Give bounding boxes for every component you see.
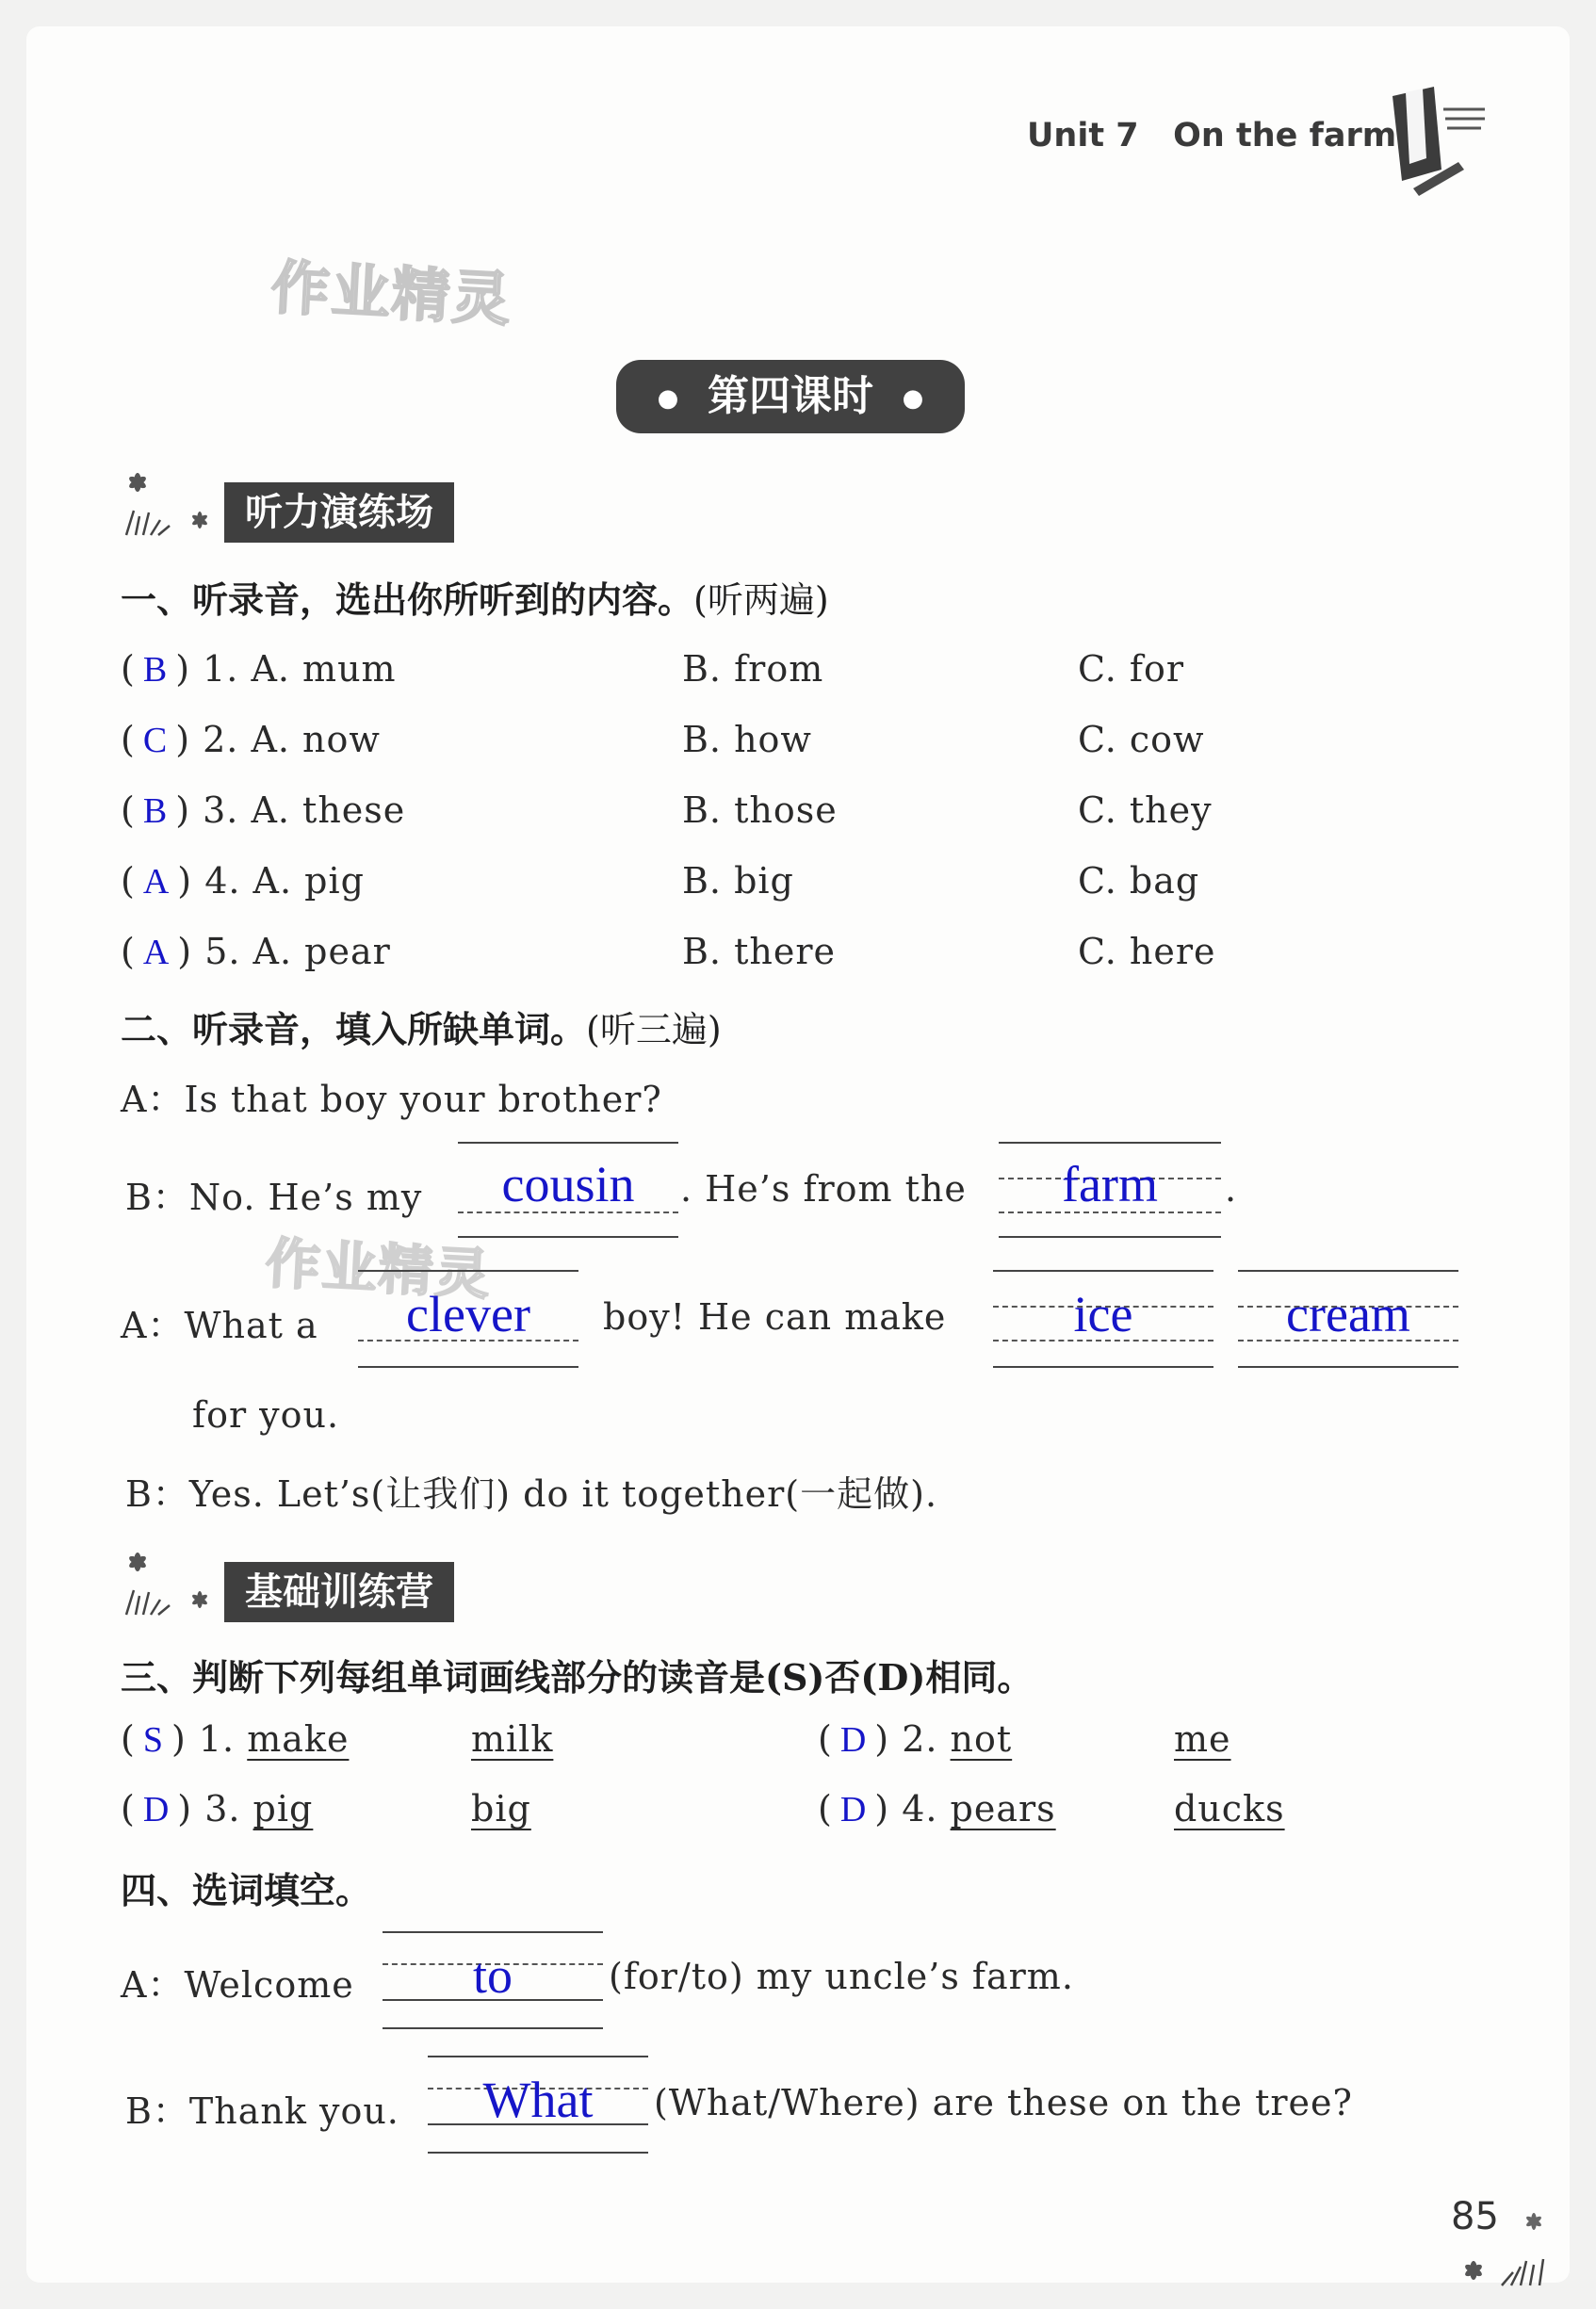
q3-word1: pears [950,1788,1056,1829]
q3-word2: me [1174,1718,1231,1760]
q3-title: 三、判断下列每组单词画线部分的读音是(S)否(D)相同。 [121,1656,1034,1699]
q1-option-a: A. pear [252,931,391,972]
q1-option-b: B. those [682,789,838,831]
q1-option-c: C. for [1078,648,1184,690]
answer-blank-to [383,1929,603,2033]
q2-title [121,1000,722,1052]
q3-number: 3. [204,1788,241,1829]
q2-line2-b: . He’s from the [680,1168,967,1210]
q2-answer-cream: cream [1286,1286,1410,1342]
q2-answer-clever: clever [406,1286,530,1342]
q3-answer: S [142,1720,164,1760]
q1-option-a: A. these [251,789,406,831]
q1-option-b: B. how [682,719,812,760]
q1-answer: A [142,933,171,972]
q1-option-b: B. big [682,860,794,902]
q3-word1: not [950,1718,1013,1760]
q3-item: ( D ) 2. not [818,1718,1013,1760]
q3-item: ( D ) 4. pears [818,1788,1056,1829]
q4-line2-a: B：Thank you. [125,2090,399,2132]
q1-option-b: B. from [682,648,824,690]
q1-answer: A [142,862,171,902]
q3-word2: big [471,1788,531,1829]
q4-title: 四、选词填空。 [121,1869,372,1911]
page-number: 85 [1451,2195,1499,2238]
q2-line3-a: A：What a [121,1305,318,1346]
q3-word2: milk [471,1718,554,1760]
q1-number: 3. [203,789,239,831]
q1-option-b: B. there [682,931,836,972]
q2-line2-end: . [1225,1168,1238,1210]
q2-note: (听三遍) [586,1009,722,1050]
section-basic: 基础训练营 [224,1562,454,1622]
q3-answer: D [839,1790,868,1829]
answer-blank-farm [999,1138,1221,1242]
q3-number: 4. [902,1788,938,1829]
watermark: 作业精灵 [269,252,514,334]
q1-note: (听两遍) [693,579,829,621]
q1-number: 4. [204,860,241,902]
q1-number: 1. [203,648,239,690]
watermark-2: 作业精灵 [264,1230,494,1308]
q3-number: 2. [902,1718,938,1760]
q1-option-c: C. bag [1078,860,1200,902]
q2-line3-b: boy! He can make [603,1296,947,1338]
q1-answer: B [142,650,169,690]
q4-answer-what: What [482,2072,594,2128]
q3-answer: D [142,1790,171,1829]
q1-option-c: C. they [1078,789,1213,831]
q3-item: ( D ) 3. pig [121,1788,314,1829]
q4-line1-a: A：Welcome [121,1964,354,2006]
unit-number: Unit 7 [1027,117,1139,154]
q1-option-c: C. cow [1078,719,1205,760]
q2-answer-cousin: cousin [501,1156,635,1212]
q1-title-text: 一、听录音，选出你所听到的内容。 [121,578,694,621]
q2-line1: A：Is that boy your brother? [121,1079,662,1120]
q4-answer-to: to [472,1947,513,2004]
lesson-title-banner: ● 第四课时 ● [616,360,965,433]
q1-number: 5. [204,931,241,972]
q1-answer: B [142,791,169,831]
answer-blank-cream [1238,1268,1458,1372]
flower-grass-icon [121,1543,224,1622]
flower-grass-icon [1455,2195,1558,2289]
answer-blank-clever [358,1268,578,1372]
q4-line2-b: (What/Where) are these on the tree? [654,2082,1353,2123]
q3-answer: D [839,1720,868,1760]
q1-answer: C [142,721,169,760]
flower-grass-icon [121,463,224,543]
q1-option-a: A. mum [251,648,397,690]
q3-item: ( S ) 1. make [121,1718,350,1760]
q1-option-a: A. now [251,719,381,760]
q1-title [121,571,829,623]
q2-line2-a: B：No. He’s my [125,1177,423,1218]
q2-line5: B：Yes. Let’s(让我们) do it together(一起做). [125,1473,938,1515]
lesson-title: 第四课时 [708,372,873,420]
q1-option-c: C. here [1078,931,1216,972]
q1-number: 2. [203,719,239,760]
unit-header [1027,117,1396,154]
answer-blank-cousin [458,1138,678,1242]
q2-answer-ice: ice [1073,1286,1133,1342]
q3-word2: ducks [1174,1788,1285,1829]
q2-title-text: 二、听录音，填入所缺单词。 [121,1008,587,1050]
section-listening: 听力演练场 [224,482,454,543]
q4-line1-b: (for/to) my uncle’s farm. [609,1956,1074,1997]
answer-blank-ice [993,1268,1213,1372]
q3-word1: make [247,1718,350,1760]
q2-answer-farm: farm [1062,1156,1158,1212]
book-icon [1385,83,1498,196]
q3-word1: pig [252,1788,314,1829]
q2-line4: for you. [192,1394,340,1436]
unit-title: On the farm [1173,117,1397,154]
answer-blank-what [428,2054,648,2157]
q1-option-a: A. pig [252,860,365,902]
q3-number: 1. [198,1718,236,1760]
